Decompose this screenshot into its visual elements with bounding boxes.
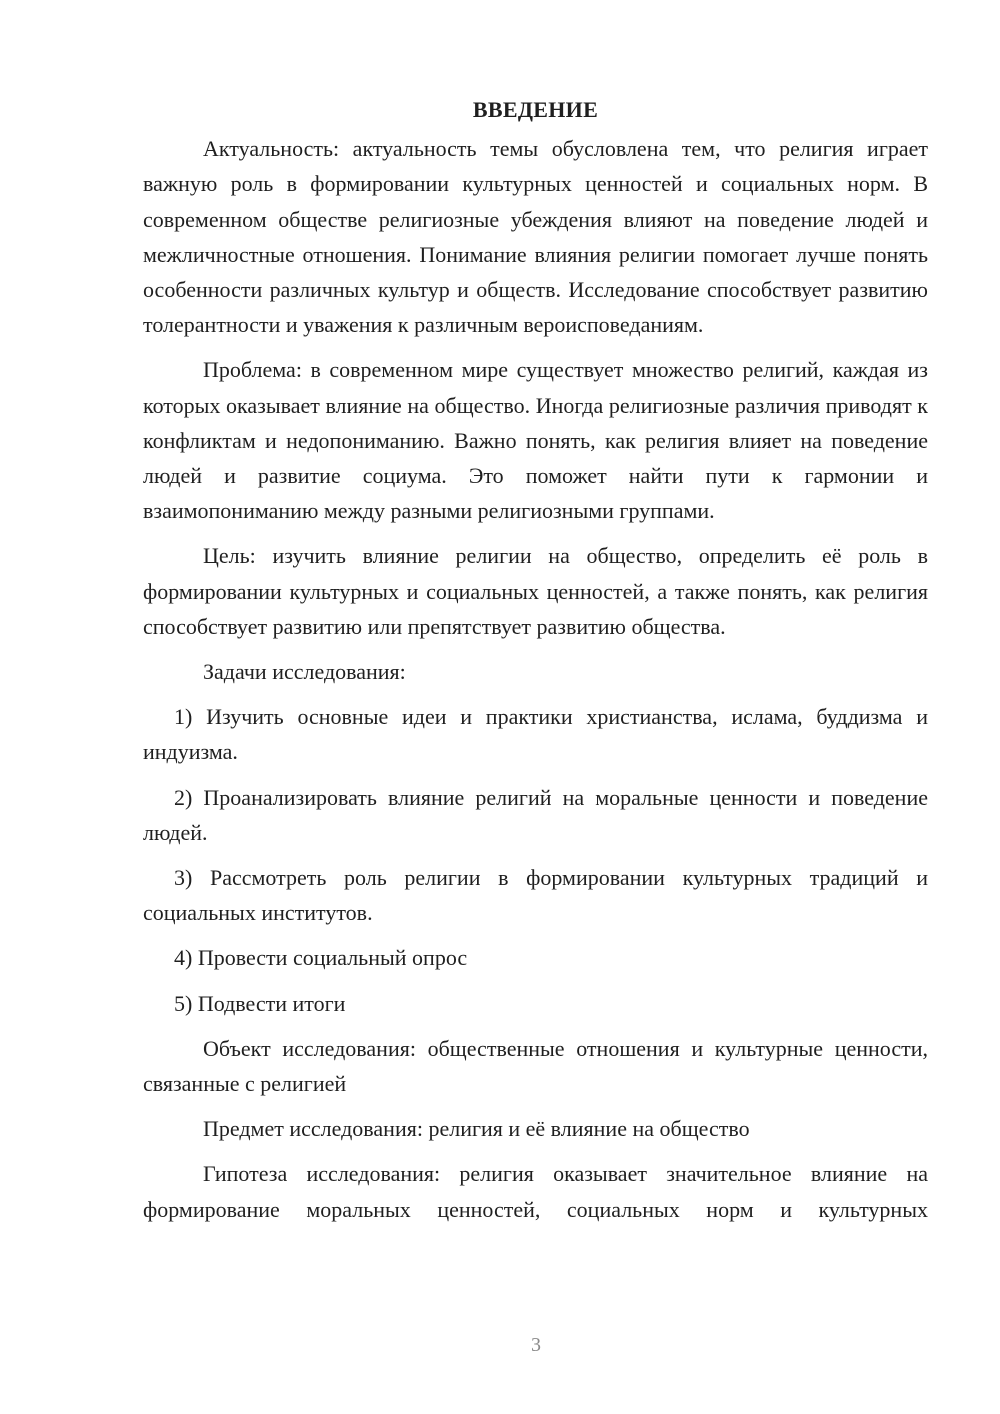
section-title: ВВЕДЕНИЕ	[472, 97, 599, 122]
object-paragraph: Объект исследования: общественные отношения и культурные ценности, связанные с религией	[143, 1035, 928, 1097]
hypothesis-paragraph: Гипотеза исследования: религия оказывает значительное влияние на формирование моральных ценностей, социальных норм и культурных	[143, 1161, 928, 1222]
subject-paragraph: Предмет исследования: религия и её влияние на общество	[203, 1116, 750, 1142]
task-item: 3) Рассмотреть роль религии в формировании культурных традиций и социальных институтов.	[143, 865, 928, 926]
page-number: 3	[531, 1334, 541, 1356]
tasks-heading: Задачи исследования:	[203, 659, 406, 685]
task-item: 5) Подвести итоги	[174, 990, 346, 1016]
task-item: 4) Провести социальный опрос	[174, 945, 468, 971]
task-item: 2) Проанализировать влияние религий на моральные ценности и поведение людей.	[143, 784, 928, 845]
task-item: 1) Изучить основные идеи и практики христианства, ислама, буддизма и индуизма.	[143, 704, 928, 765]
goal-paragraph: Цель: изучить влияние религии на общество, определить её роль в формировании культурных и социальных ценностей, а также понять, как религия способствует развитию или препятствует развитию общества.	[143, 543, 928, 639]
document-page	[143, 92, 928, 1237]
problem-paragraph: Проблема: в современном мире существует множество религий, каждая из которых оказывает влияние на общество. Иногда религиозные различия приводят к конфликтам и недопониманию. Важно понять, как религия влияет на поведение людей и развитие социума. Это поможет найти пути к гармонии и взаимопониманию между разными религиозными группами.	[143, 357, 928, 524]
relevance-paragraph: Актуальность: актуальность темы обусловлена тем, что религия играет важную роль в формировании культурных ценностей и социальных норм. В современном обществе религиозные убеждения влияют на поведение людей и межличностные отношения. Понимание влияния религии помогает лучше понять особенности различных культур и обществ. Исследование способствует развитию толерантности и уважения к различным вероисповеданиям.	[143, 136, 928, 338]
